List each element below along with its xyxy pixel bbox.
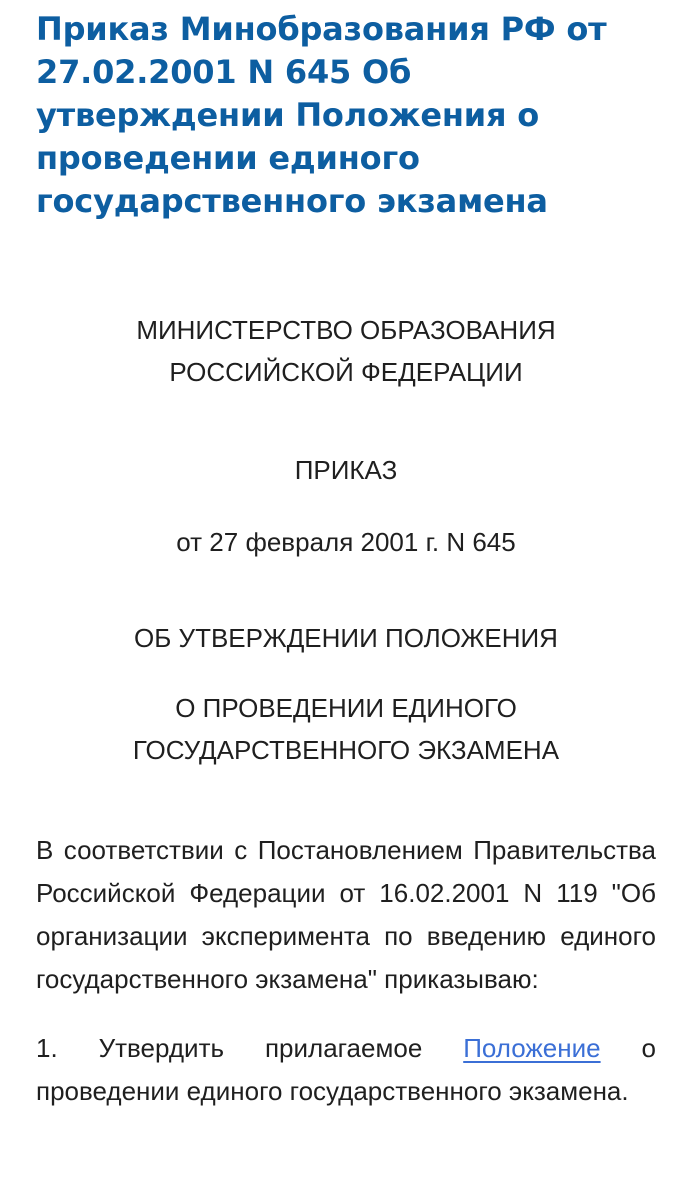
order-label: ПРИКАЗ [294, 455, 398, 485]
item-1-text-before: 1. Утвердить прилагаемое [36, 1033, 464, 1063]
ministry-name [36, 309, 656, 393]
order-subject [36, 687, 656, 771]
order-date: от 27 февраля 2001 г. N 645 [176, 527, 516, 557]
ministry-line-1: МИНИСТЕРСТВО ОБРАЗОВАНИЯ [136, 315, 556, 345]
order-subject-line-2: О ПРОВЕДЕНИИ ЕДИНОГО [175, 693, 517, 723]
item-1-text-after: о проведении единого государственного экзамена. [36, 1033, 656, 1106]
order-subject-line-1: ОБ УТВЕРЖДЕНИИ ПОЛОЖЕНИЯ [134, 623, 558, 653]
page-title: Приказ Минобразования РФ от 27.02.2001 N 645 Об утверждении Положения о проведении единого государственного экзамена [36, 10, 607, 220]
preamble-paragraph: В соответствии с Постановлением Правительства Российской Федерации от 16.02.2001 N 119 "Об организации эксперимента по введению единого государственного экзамена" приказываю: [36, 835, 656, 994]
item-1-paragraph [36, 1027, 656, 1113]
ministry-line-2: РОССИЙСКОЙ ФЕДЕРАЦИИ [169, 357, 523, 387]
regulation-link[interactable]: Положение [463, 1033, 601, 1063]
order-subject-line-3: ГОСУДАРСТВЕННОГО ЭКЗАМЕНА [132, 735, 560, 765]
